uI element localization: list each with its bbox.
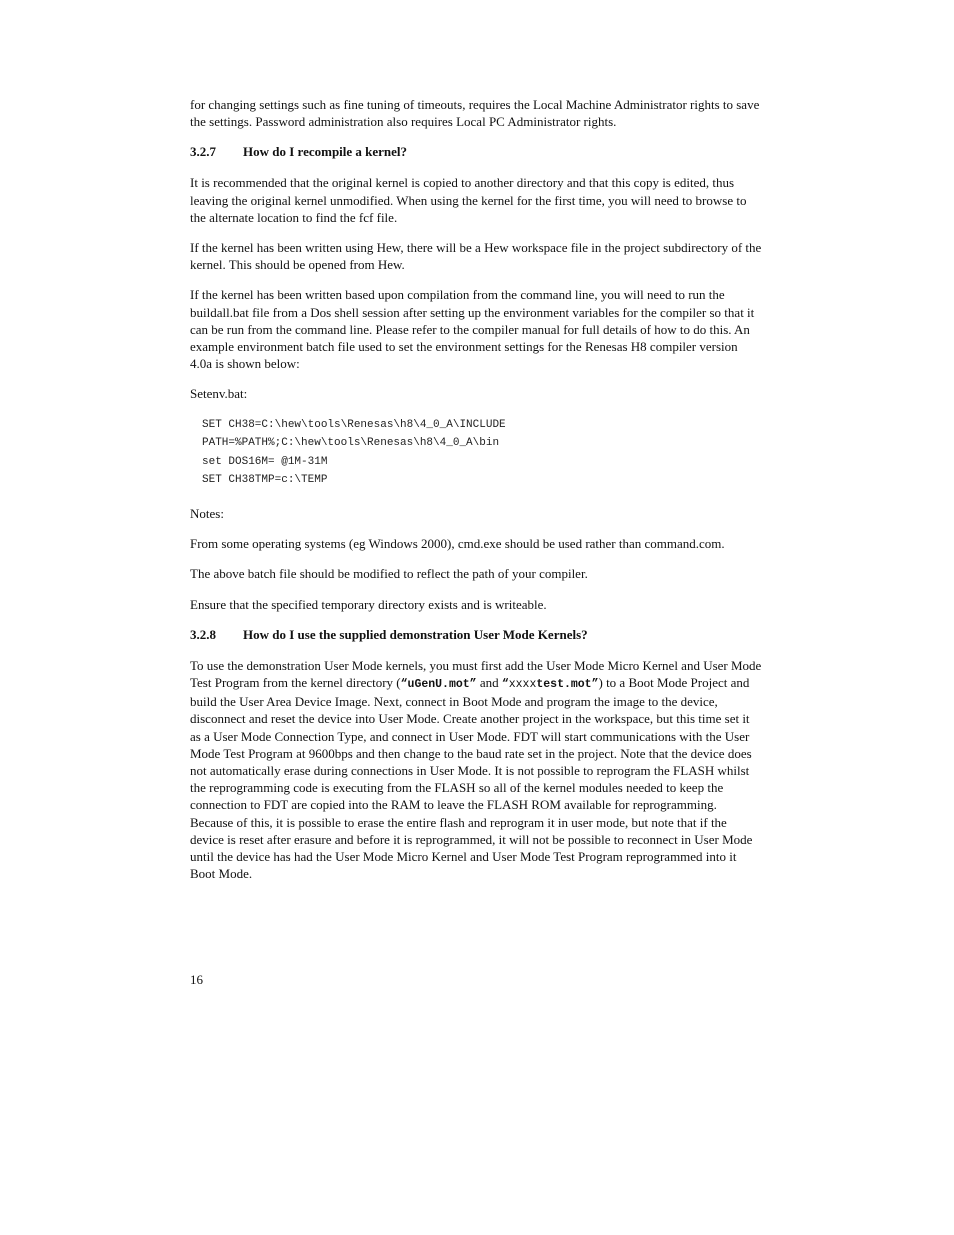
code-line: set DOS16M= @1M-31M [202, 455, 328, 468]
paragraph-copy-kernel: It is recommended that the original kernel is copied to another directory and that this copy is edited, thus leaving the original kernel unmodified. When using the kernel for the first time, you will need to browse to the alternate location to find the fcf file. [190, 175, 747, 225]
code-block-setenv [202, 416, 762, 490]
setenv-label: Setenv.bat: [190, 386, 248, 402]
paragraph-text: and [476, 675, 502, 691]
note-batch-path: The above batch file should be modified to reflect the path of your compiler. [190, 566, 588, 582]
section-title: How do I use the supplied demonstration User Mode Kernels? [243, 626, 588, 642]
code-line: PATH=%PATH%;C:\hew\tools\Renesas\h8\4_0_A\bin [202, 437, 500, 450]
document-page [190, 96, 762, 895]
filename-open-quote: “ [501, 678, 509, 692]
paragraph-text: To use the demonstration User Mode kernels, you must first add the User Mode Micro Kernel and User Mode Test Program from the kernel directory ( [190, 657, 762, 691]
notes-label: Notes: [190, 506, 224, 522]
intro-paragraph: for changing settings such as fine tuning of timeouts, requires the Local Machine Administrator rights to save the settings. Password administration also requires Local PC Administrator rights. [190, 97, 760, 130]
note-temp-dir: Ensure that the specified temporary directory exists and is writeable. [190, 596, 547, 612]
section-heading-3-2-8 [190, 626, 762, 643]
paragraph-user-mode-kernels [190, 657, 762, 883]
paragraph-command-line: If the kernel has been written based upon compilation from the command line, you will need to run the buildall.bat file from a Dos shell session after setting up the environment variables for the compiler so that it can be run from the command line. Please refer to the compiler manual for full details of how to do this. An example environment batch file used to set the environment settings for the Renesas H8 compiler version 4.0a is shown below: [190, 287, 755, 372]
filename-prefix: xxxx [508, 678, 537, 692]
code-line: SET CH38TMP=c:\TEMP [202, 474, 328, 487]
filename-test-mot: test.mot” [536, 678, 599, 692]
section-title: How do I recompile a kernel? [243, 144, 408, 160]
paragraph-hew-workspace: If the kernel has been written using Hew, there will be a Hew workspace file in the project subdirectory of the kernel. This should be opened from Hew. [190, 240, 762, 273]
page-number: 16 [190, 972, 203, 987]
section-number: 3.2.8 [190, 626, 216, 642]
section-heading-3-2-7 [190, 143, 762, 160]
note-cmd-exe: From some operating systems (eg Windows 2000), cmd.exe should be used rather than command.com. [190, 536, 725, 552]
paragraph-text: ) to a Boot Mode Project and build the User Area Device Image. Next, connect in Boot Mode and program the image to the device, disconnect and reset the device into User Mode. Create another project in the workspace, but this time set it as a User Mode Connection Type, and connect in User Mode. FDT will start communications with the User Mode Test Program at 9600bps and then change to the baud rate set in the project. Note that the device does not automatically erase during connections in User Mode. It is not possible to reprogram the FLASH whilst the reprogramming code is executing from the FLASH so all of the kernel modules needed to keep the connection to FDT are copied into the RAM to leave the FLASH ROM available for reprogramming. Because of this, it is possible to erase the entire flash and reprogram it in user mode, but note that if the device is reset after erasure and before it is reprogrammed, it will not be possible to reconnect in User Mode until the device has had the User Mode Micro Kernel and User Mode Test Program reprogrammed into it Boot Mode. [190, 675, 753, 882]
filename-ugenu: “uGenU.mot” [400, 678, 477, 692]
code-line: SET CH38=C:\hew\tools\Renesas\h8\4_0_A\INCLUDE [202, 418, 506, 431]
section-number: 3.2.7 [190, 144, 216, 160]
